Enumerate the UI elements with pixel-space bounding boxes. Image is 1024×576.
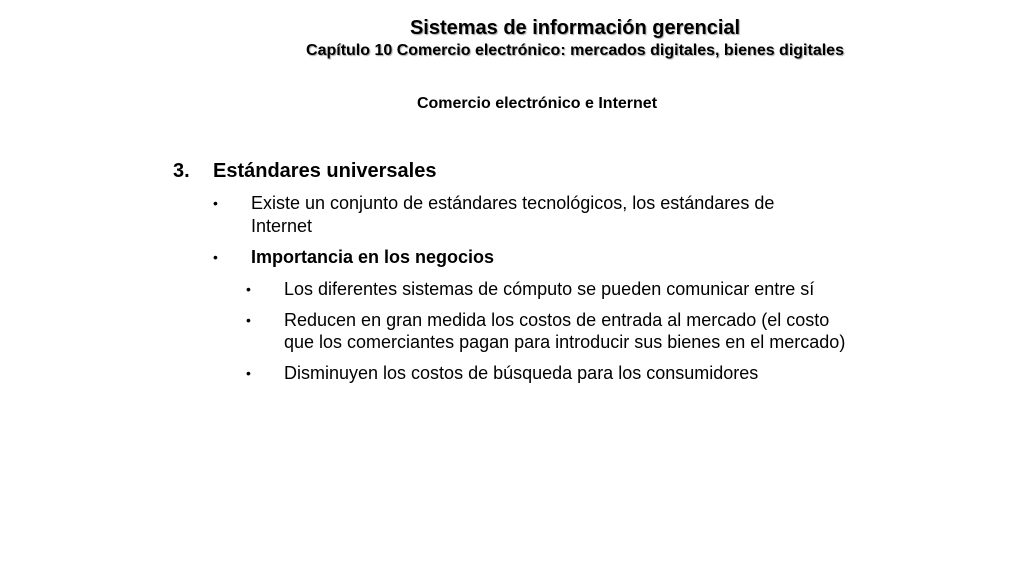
outline-heading (173, 158, 863, 184)
sub-bullet-item-text: Reducen en gran medida los costos de entrada al mercado (el costo que los comerciantes pagan para introducir sus bienes en el mercado) (284, 310, 846, 352)
sub-bullet-item (246, 278, 863, 300)
bullet-icon: • (246, 312, 251, 328)
section-title: Comercio electrónico e Internet (416, 95, 658, 112)
outline-number: 3. (173, 160, 190, 182)
sub-bullet-item-text: Disminuyen los costos de búsqueda para los consumidores (284, 363, 759, 383)
bullet-icon: • (246, 281, 251, 297)
bullet-item-text: Importancia en los negocios (251, 247, 495, 267)
bullet-icon: • (213, 249, 218, 265)
slide-title: Sistemas de información gerencial (409, 17, 741, 39)
bullet-item (213, 192, 863, 238)
slide-content (173, 158, 863, 384)
sub-bullet-item (246, 309, 863, 353)
sub-bullet-item (246, 362, 863, 384)
bullet-icon: • (213, 195, 218, 211)
bullet-item-text: Existe un conjunto de estándares tecnológicos, los estándares de Internet (251, 193, 775, 236)
outline-heading-text: Estándares universales (213, 160, 437, 182)
slide-subtitle: Capítulo 10 Comercio electrónico: mercados digitales, bienes digitales (306, 42, 844, 59)
bullet-item (213, 246, 863, 269)
bullet-icon: • (246, 365, 251, 381)
slide-header (280, 15, 870, 61)
sub-bullet-item-text: Los diferentes sistemas de cómputo se pueden comunicar entre sí (284, 279, 815, 299)
